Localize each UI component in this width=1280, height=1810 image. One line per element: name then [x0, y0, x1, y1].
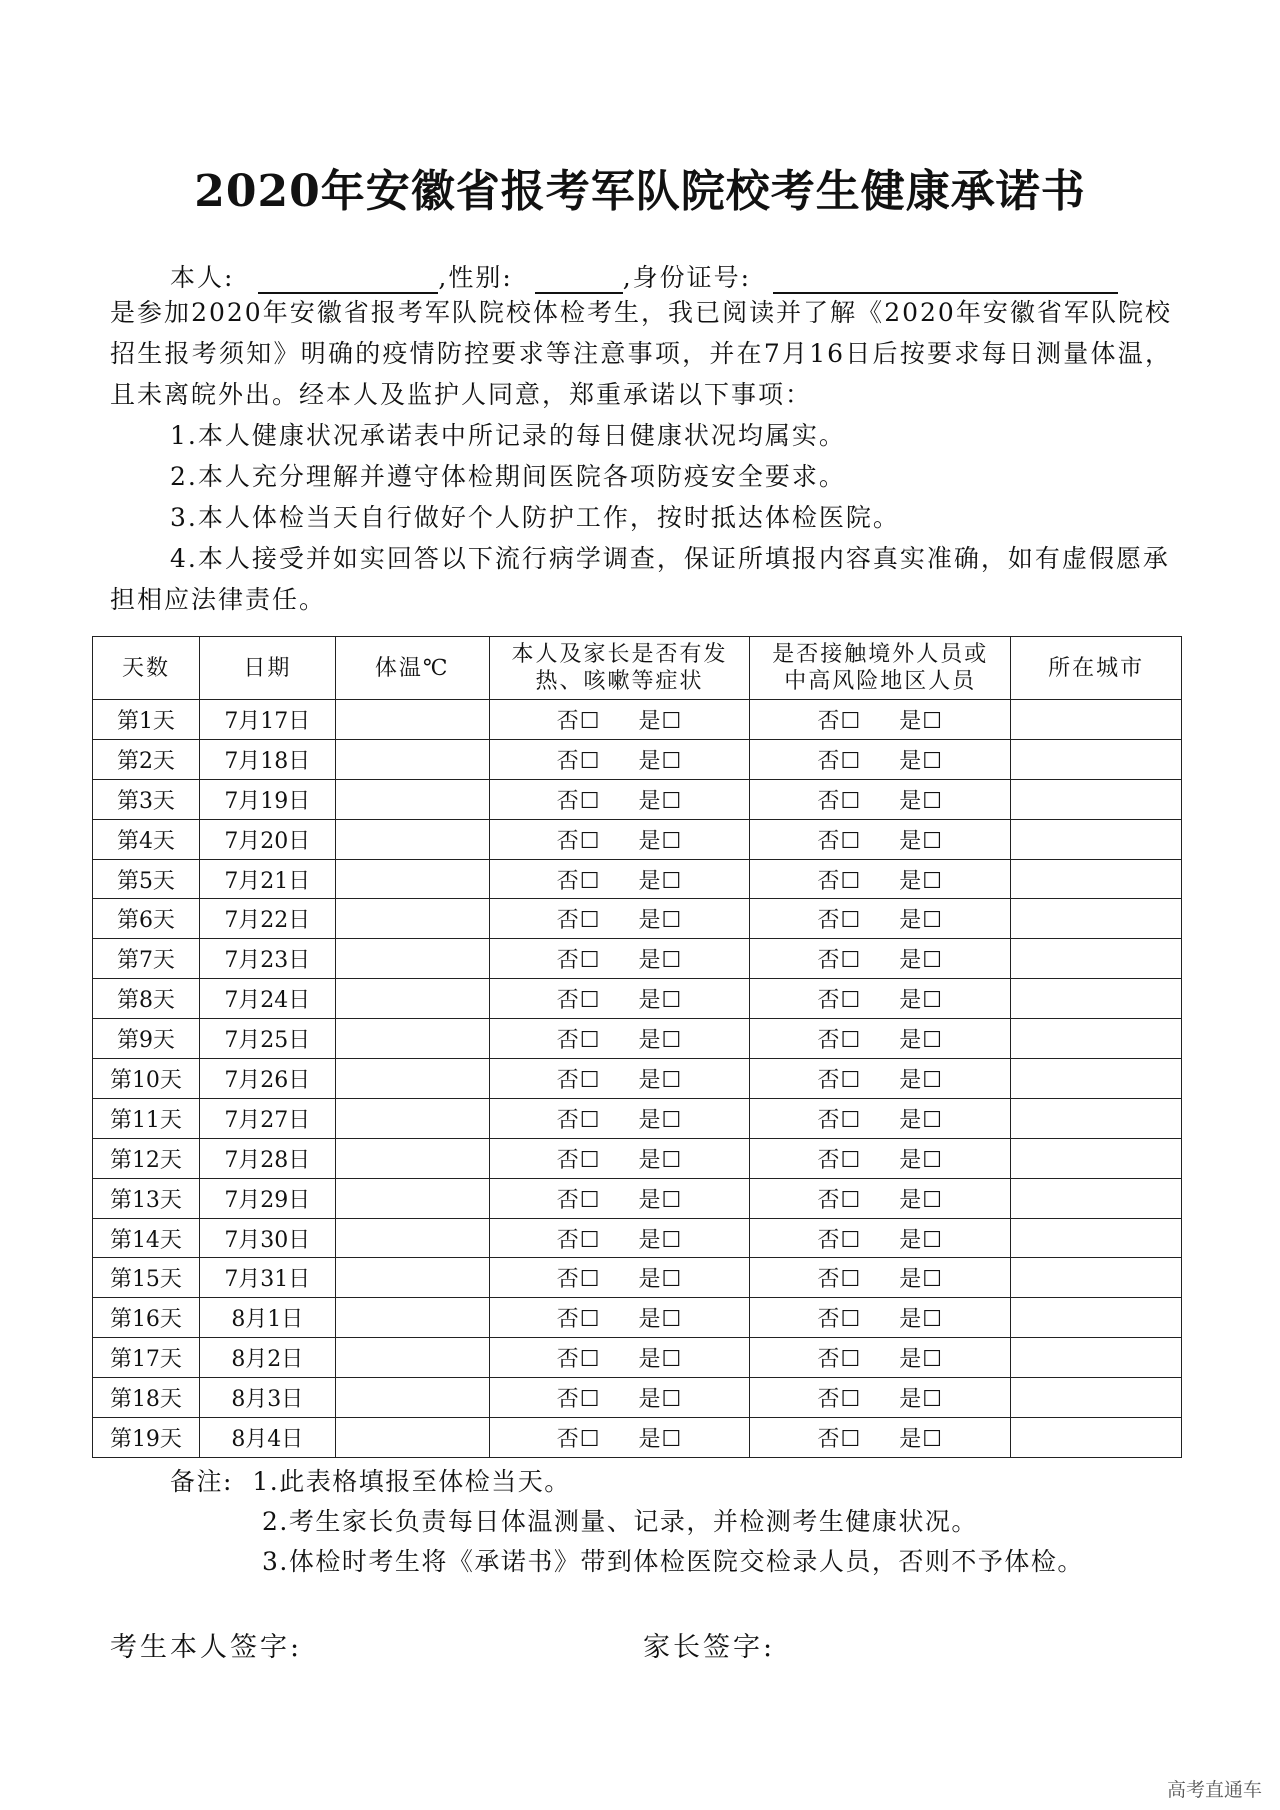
symptoms-cell	[489, 859, 750, 899]
symptoms-cell	[489, 779, 750, 819]
contact-yes-checkbox[interactable]: 是☐	[899, 1227, 943, 1253]
symptoms-cell	[489, 1019, 750, 1059]
symptoms-yes-checkbox[interactable]: 是☐	[638, 1347, 683, 1373]
contact-no-checkbox[interactable]: 否☐	[817, 1227, 862, 1253]
city-input-cell[interactable]	[1011, 1059, 1182, 1099]
date-cell: 7月23日	[199, 939, 335, 979]
contact-cell	[750, 779, 1011, 819]
date-cell: 7月24日	[199, 979, 335, 1019]
symptoms-cell	[489, 1338, 750, 1378]
contact-no-checkbox[interactable]: 否☐	[817, 1028, 862, 1054]
symptoms-cell	[489, 899, 750, 939]
contact-cell	[750, 899, 1011, 939]
day-cell: 第17天	[93, 1338, 200, 1378]
symptoms-no-checkbox[interactable]: 否☐	[556, 1387, 601, 1413]
contact-no-checkbox[interactable]: 否☐	[817, 1426, 862, 1452]
date-cell: 7月31日	[199, 1258, 335, 1298]
contact-yes-checkbox[interactable]: 是☐	[899, 1347, 943, 1373]
header-day: 天数	[93, 637, 200, 700]
contact-no-checkbox[interactable]: 否☐	[817, 1107, 862, 1133]
symptoms-yes-checkbox[interactable]: 是☐	[638, 1187, 683, 1213]
contact-no-checkbox[interactable]: 否☐	[817, 948, 862, 974]
note-item: 1.此表格填报至体检当天。	[252, 1467, 571, 1496]
temperature-input-cell[interactable]	[335, 1059, 489, 1099]
city-input-cell[interactable]	[1011, 939, 1182, 979]
contact-yes-checkbox[interactable]: 是☐	[899, 988, 943, 1014]
symptoms-cell	[489, 1098, 750, 1138]
contact-yes-checkbox[interactable]: 是☐	[899, 1426, 943, 1452]
symptoms-no-checkbox[interactable]: 否☐	[556, 948, 601, 974]
table-row	[93, 899, 1182, 939]
contact-yes-checkbox[interactable]: 是☐	[899, 1147, 943, 1173]
contact-cell	[750, 1418, 1011, 1458]
symptoms-cell	[489, 1059, 750, 1099]
contact-yes-checkbox[interactable]: 是☐	[899, 748, 943, 774]
contact-no-checkbox[interactable]: 否☐	[817, 1067, 862, 1093]
commitment-item: 4.本人接受并如实回答以下流行病学调查，保证所填报内容真实准确，如有虚假愿承担相应法律责任。	[110, 544, 1170, 614]
temperature-input-cell[interactable]	[335, 779, 489, 819]
symptoms-yes-checkbox[interactable]: 是☐	[638, 788, 683, 814]
day-cell: 第8天	[93, 979, 200, 1019]
day-cell: 第13天	[93, 1178, 200, 1218]
symptoms-yes-checkbox[interactable]: 是☐	[638, 948, 683, 974]
city-input-cell[interactable]	[1011, 1098, 1182, 1138]
temperature-input-cell[interactable]	[335, 1178, 489, 1218]
day-cell: 第16天	[93, 1298, 200, 1338]
table-row	[93, 779, 1182, 819]
contact-no-checkbox[interactable]: 否☐	[817, 748, 862, 774]
day-cell: 第6天	[93, 899, 200, 939]
city-input-cell[interactable]	[1011, 859, 1182, 899]
symptoms-no-checkbox[interactable]: 否☐	[556, 1307, 601, 1333]
table-row	[93, 739, 1182, 779]
symptoms-yes-checkbox[interactable]: 是☐	[638, 1107, 683, 1133]
day-cell: 第11天	[93, 1098, 200, 1138]
commitment-item: 3.本人体检当天自行做好个人防护工作，按时抵达体检医院。	[170, 503, 900, 532]
day-cell: 第14天	[93, 1218, 200, 1258]
symptoms-yes-checkbox[interactable]: 是☐	[638, 908, 683, 934]
contact-no-checkbox[interactable]: 否☐	[817, 1347, 862, 1373]
table-header-row	[93, 637, 1182, 700]
date-cell: 8月3日	[199, 1378, 335, 1418]
symptoms-no-checkbox[interactable]: 否☐	[556, 828, 601, 854]
table-row	[93, 979, 1182, 1019]
day-cell: 第10天	[93, 1059, 200, 1099]
city-input-cell[interactable]	[1011, 1019, 1182, 1059]
date-cell: 7月29日	[199, 1178, 335, 1218]
contact-cell	[750, 1178, 1011, 1218]
date-cell: 7月28日	[199, 1138, 335, 1178]
symptoms-yes-checkbox[interactable]: 是☐	[638, 708, 683, 734]
contact-cell	[750, 1098, 1011, 1138]
city-input-cell[interactable]	[1011, 1418, 1182, 1458]
date-cell: 7月17日	[199, 700, 335, 740]
temperature-input-cell[interactable]	[335, 979, 489, 1019]
notes-label: 备注:	[170, 1467, 233, 1496]
contact-no-checkbox[interactable]: 否☐	[817, 828, 862, 854]
symptoms-cell	[489, 1138, 750, 1178]
day-cell: 第7天	[93, 939, 200, 979]
table-row	[93, 1178, 1182, 1218]
contact-cell	[750, 1019, 1011, 1059]
contact-yes-checkbox[interactable]: 是☐	[899, 1028, 943, 1054]
contact-no-checkbox[interactable]: 否☐	[817, 1267, 862, 1293]
table-row	[93, 939, 1182, 979]
table-row	[93, 1338, 1182, 1378]
contact-yes-checkbox[interactable]: 是☐	[899, 788, 943, 814]
temperature-input-cell[interactable]	[335, 1418, 489, 1458]
contact-yes-checkbox[interactable]: 是☐	[899, 948, 943, 974]
city-input-cell[interactable]	[1011, 1338, 1182, 1378]
date-cell: 7月30日	[199, 1218, 335, 1258]
symptoms-no-checkbox[interactable]: 否☐	[556, 1147, 601, 1173]
table-row	[93, 1019, 1182, 1059]
city-input-cell[interactable]	[1011, 1138, 1182, 1178]
date-cell: 8月1日	[199, 1298, 335, 1338]
health-record-table	[92, 636, 1182, 1458]
header-contact: 是否接触境外人员或中高风险地区人员	[750, 637, 1011, 700]
symptoms-no-checkbox[interactable]: 否☐	[556, 1347, 601, 1373]
personal-info-line	[170, 258, 1118, 294]
temperature-input-cell[interactable]	[335, 700, 489, 740]
symptoms-yes-checkbox[interactable]: 是☐	[638, 868, 683, 894]
day-cell: 第4天	[93, 819, 200, 859]
contact-no-checkbox[interactable]: 否☐	[817, 1147, 862, 1173]
city-input-cell[interactable]	[1011, 1218, 1182, 1258]
contact-no-checkbox[interactable]: 否☐	[817, 1187, 862, 1213]
symptoms-cell	[489, 819, 750, 859]
symptoms-no-checkbox[interactable]: 否☐	[556, 1227, 601, 1253]
symptoms-yes-checkbox[interactable]: 是☐	[638, 1147, 683, 1173]
symptoms-no-checkbox[interactable]: 否☐	[556, 788, 601, 814]
day-cell: 第18天	[93, 1378, 200, 1418]
date-cell: 7月20日	[199, 819, 335, 859]
table-row	[93, 859, 1182, 899]
contact-yes-checkbox[interactable]: 是☐	[899, 1307, 943, 1333]
symptoms-no-checkbox[interactable]: 否☐	[556, 1267, 601, 1293]
header-city: 所在城市	[1011, 637, 1182, 700]
contact-yes-checkbox[interactable]: 是☐	[899, 1067, 943, 1093]
table-row	[93, 1378, 1182, 1418]
header-temperature: 体温℃	[335, 637, 489, 700]
table-row	[93, 1098, 1182, 1138]
id-number-label: ,身份证号:	[622, 263, 752, 292]
contact-yes-checkbox[interactable]: 是☐	[899, 1187, 943, 1213]
parent-signature-label: 家长签字:	[643, 1632, 776, 1663]
temperature-input-cell[interactable]	[335, 939, 489, 979]
symptoms-yes-checkbox[interactable]: 是☐	[638, 988, 683, 1014]
contact-yes-checkbox[interactable]: 是☐	[899, 1267, 943, 1293]
note-item: 3.体检时考生将《承诺书》带到体检医院交检录人员，否则不予体检。	[262, 1547, 1084, 1576]
contact-yes-checkbox[interactable]: 是☐	[899, 908, 943, 934]
table-row	[93, 700, 1182, 740]
contact-yes-checkbox[interactable]: 是☐	[899, 828, 943, 854]
symptoms-yes-checkbox[interactable]: 是☐	[638, 1267, 683, 1293]
contact-cell	[750, 979, 1011, 1019]
day-cell: 第3天	[93, 779, 200, 819]
date-cell: 7月26日	[199, 1059, 335, 1099]
contact-no-checkbox[interactable]: 否☐	[817, 1307, 862, 1333]
contact-cell	[750, 1258, 1011, 1298]
name-label: 本人:	[170, 263, 235, 292]
table-row	[93, 1258, 1182, 1298]
symptoms-cell	[489, 739, 750, 779]
table-row	[93, 1298, 1182, 1338]
day-cell: 第9天	[93, 1019, 200, 1059]
symptoms-no-checkbox[interactable]: 否☐	[556, 748, 601, 774]
symptoms-yes-checkbox[interactable]: 是☐	[638, 828, 683, 854]
contact-yes-checkbox[interactable]: 是☐	[899, 1387, 943, 1413]
date-cell: 7月22日	[199, 899, 335, 939]
contact-cell	[750, 819, 1011, 859]
date-cell: 7月19日	[199, 779, 335, 819]
date-cell: 7月21日	[199, 859, 335, 899]
temperature-input-cell[interactable]	[335, 1338, 489, 1378]
table-row	[93, 1218, 1182, 1258]
city-input-cell[interactable]	[1011, 1258, 1182, 1298]
temperature-input-cell[interactable]	[335, 1298, 489, 1338]
temperature-input-cell[interactable]	[335, 1258, 489, 1298]
day-cell: 第2天	[93, 739, 200, 779]
symptoms-no-checkbox[interactable]: 否☐	[556, 1107, 601, 1133]
commitment-item: 1.本人健康状况承诺表中所记录的每日健康状况均属实。	[170, 421, 846, 450]
city-input-cell[interactable]	[1011, 1298, 1182, 1338]
header-date: 日期	[199, 637, 335, 700]
temperature-input-cell[interactable]	[335, 1218, 489, 1258]
notes-section	[170, 1462, 1084, 1582]
symptoms-no-checkbox[interactable]: 否☐	[556, 988, 601, 1014]
contact-no-checkbox[interactable]: 否☐	[817, 788, 862, 814]
page-title: 2020年安徽省报考军队院校考生健康承诺书	[194, 166, 1086, 217]
day-cell: 第5天	[93, 859, 200, 899]
date-cell: 7月27日	[199, 1098, 335, 1138]
contact-cell	[750, 1378, 1011, 1418]
commitment-list	[110, 415, 1172, 620]
contact-cell	[750, 1138, 1011, 1178]
contact-cell	[750, 1338, 1011, 1378]
city-input-cell[interactable]	[1011, 819, 1182, 859]
temperature-input-cell[interactable]	[335, 1098, 489, 1138]
name-field[interactable]	[258, 264, 438, 294]
contact-cell	[750, 739, 1011, 779]
day-cell: 第15天	[93, 1258, 200, 1298]
symptoms-cell	[489, 979, 750, 1019]
symptoms-cell	[489, 1378, 750, 1418]
contact-cell	[750, 700, 1011, 740]
table-row	[93, 819, 1182, 859]
gender-field[interactable]	[535, 264, 623, 294]
contact-cell	[750, 1218, 1011, 1258]
temperature-input-cell[interactable]	[335, 819, 489, 859]
date-cell: 7月25日	[199, 1019, 335, 1059]
city-input-cell[interactable]	[1011, 979, 1182, 1019]
symptoms-yes-checkbox[interactable]: 是☐	[638, 1067, 683, 1093]
note-item: 2.考生家长负责每日体温测量、记录，并检测考生健康状况。	[262, 1507, 978, 1536]
city-input-cell[interactable]	[1011, 739, 1182, 779]
candidate-signature-label: 考生本人签字:	[110, 1632, 303, 1663]
symptoms-no-checkbox[interactable]: 否☐	[556, 1028, 601, 1054]
temperature-input-cell[interactable]	[335, 1019, 489, 1059]
intro-paragraph: 是参加2020年安徽省报考军队院校体检考生，我已阅读并了解《2020年安徽省军队院校招生报考须知》明确的疫情防控要求等注意事项，并在7月16日后按要求每日测量体温，且未离皖外出。经本人及监护人同意，郑重承诺以下事项：	[110, 298, 1172, 409]
symptoms-no-checkbox[interactable]: 否☐	[556, 908, 601, 934]
symptoms-cell	[489, 700, 750, 740]
city-input-cell[interactable]	[1011, 1178, 1182, 1218]
symptoms-yes-checkbox[interactable]: 是☐	[638, 1387, 683, 1413]
contact-no-checkbox[interactable]: 否☐	[817, 1387, 862, 1413]
symptoms-yes-checkbox[interactable]: 是☐	[638, 1426, 683, 1452]
date-cell: 7月18日	[199, 739, 335, 779]
symptoms-cell	[489, 1218, 750, 1258]
symptoms-yes-checkbox[interactable]: 是☐	[638, 1227, 683, 1253]
date-cell: 8月2日	[199, 1338, 335, 1378]
city-input-cell[interactable]	[1011, 899, 1182, 939]
contact-yes-checkbox[interactable]: 是☐	[899, 708, 943, 734]
symptoms-no-checkbox[interactable]: 否☐	[556, 868, 601, 894]
symptoms-no-checkbox[interactable]: 否☐	[556, 708, 601, 734]
contact-no-checkbox[interactable]: 否☐	[817, 908, 862, 934]
contact-yes-checkbox[interactable]: 是☐	[899, 1107, 943, 1133]
temperature-input-cell[interactable]	[335, 739, 489, 779]
symptoms-yes-checkbox[interactable]: 是☐	[638, 1307, 683, 1333]
symptoms-yes-checkbox[interactable]: 是☐	[638, 1028, 683, 1054]
symptoms-no-checkbox[interactable]: 否☐	[556, 1067, 601, 1093]
symptoms-cell	[489, 1418, 750, 1458]
contact-cell	[750, 859, 1011, 899]
symptoms-no-checkbox[interactable]: 否☐	[556, 1426, 601, 1452]
temperature-input-cell[interactable]	[335, 899, 489, 939]
gender-label: ,性别:	[438, 263, 513, 292]
temperature-input-cell[interactable]	[335, 1138, 489, 1178]
symptoms-no-checkbox[interactable]: 否☐	[556, 1187, 601, 1213]
symptoms-cell	[489, 1178, 750, 1218]
symptoms-cell	[489, 1298, 750, 1338]
contact-yes-checkbox[interactable]: 是☐	[899, 868, 943, 894]
table-row	[93, 1138, 1182, 1178]
city-input-cell[interactable]	[1011, 1378, 1182, 1418]
temperature-input-cell[interactable]	[335, 1378, 489, 1418]
contact-no-checkbox[interactable]: 否☐	[817, 988, 862, 1014]
header-symptoms: 本人及家长是否有发热、咳嗽等症状	[489, 637, 750, 700]
contact-cell	[750, 1059, 1011, 1099]
symptoms-cell	[489, 1258, 750, 1298]
date-cell: 8月4日	[199, 1418, 335, 1458]
commitment-item: 2.本人充分理解并遵守体检期间医院各项防疫安全要求。	[170, 462, 846, 491]
contact-cell	[750, 939, 1011, 979]
contact-no-checkbox[interactable]: 否☐	[817, 868, 862, 894]
id-number-field[interactable]	[773, 264, 1118, 294]
table-row	[93, 1418, 1182, 1458]
table-row	[93, 1059, 1182, 1099]
contact-cell	[750, 1298, 1011, 1338]
day-cell: 第19天	[93, 1418, 200, 1458]
watermark: 高考直通车	[1166, 1779, 1262, 1801]
contact-no-checkbox[interactable]: 否☐	[817, 708, 862, 734]
symptoms-cell	[489, 939, 750, 979]
day-cell: 第1天	[93, 700, 200, 740]
symptoms-yes-checkbox[interactable]: 是☐	[638, 748, 683, 774]
temperature-input-cell[interactable]	[335, 859, 489, 899]
city-input-cell[interactable]	[1011, 779, 1182, 819]
city-input-cell[interactable]	[1011, 700, 1182, 740]
day-cell: 第12天	[93, 1138, 200, 1178]
